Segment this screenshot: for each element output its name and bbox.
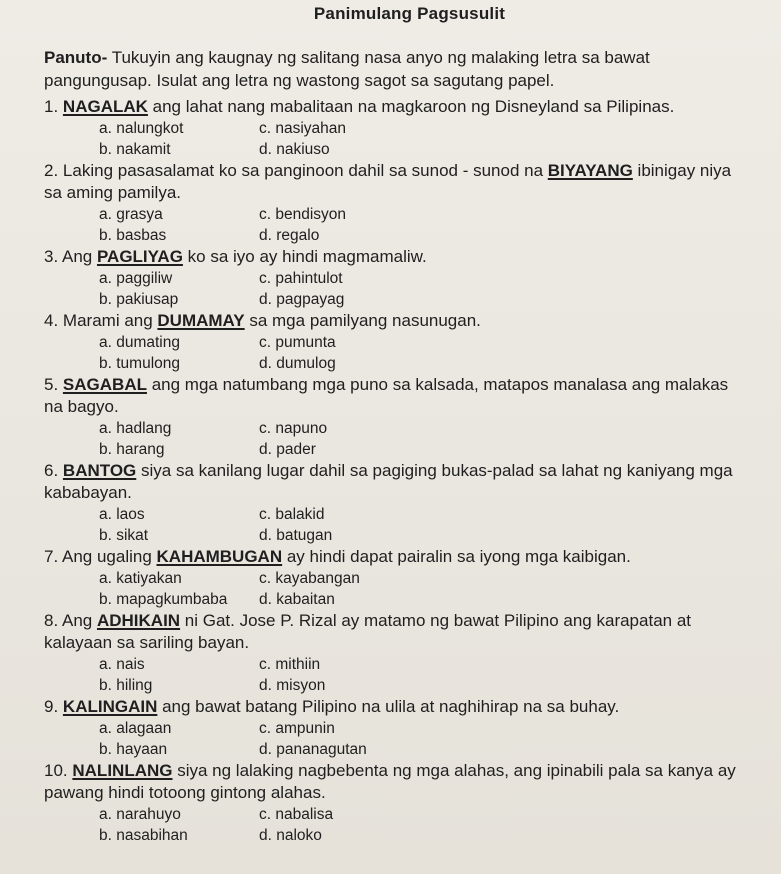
answer-choice: b. harang	[99, 441, 165, 458]
question-item	[44, 96, 751, 160]
question-text-after: ko sa iyo ay hindi magmamaliw.	[182, 247, 427, 266]
answer-choice: b. tumulong	[99, 355, 180, 372]
answer-choice: a. alagaan	[99, 720, 172, 737]
answer-choice: d. naloko	[259, 827, 322, 844]
answer-choice: b. hayaan	[99, 741, 168, 758]
answer-choices	[99, 418, 751, 460]
question-stem	[44, 546, 751, 568]
question-stem	[44, 610, 751, 654]
question-number: 5.	[44, 375, 59, 394]
answer-choice: c. nabalisa	[259, 806, 334, 823]
answer-choice: a. narahuyo	[99, 806, 181, 823]
answer-choices	[99, 268, 751, 310]
answer-choice: a. nalungkot	[99, 120, 184, 137]
question-stem	[44, 760, 751, 804]
answer-choices	[99, 332, 751, 374]
question-text-before: Ang	[61, 247, 97, 266]
question-number: 7.	[44, 547, 59, 566]
answer-choice: b. nakamit	[99, 141, 171, 158]
answer-choice: b. nasabihan	[99, 827, 188, 844]
answer-choices	[99, 118, 751, 160]
answer-choice: b. pakiusap	[99, 291, 179, 308]
answer-choice: c. pahintulot	[259, 270, 343, 287]
answer-choice: d. regalo	[259, 227, 320, 244]
question-keyword: KALINGAIN	[62, 697, 158, 716]
answer-choice: b. sikat	[99, 527, 149, 544]
answer-choice: c. napuno	[259, 420, 328, 437]
question-number: 3.	[44, 247, 59, 266]
question-item	[44, 760, 751, 846]
answer-choice: d. misyon	[259, 677, 326, 694]
question-keyword: BIYAYANG	[547, 161, 633, 180]
question-stem	[44, 310, 751, 332]
answer-choice: d. batugan	[259, 527, 333, 544]
question-text-before: Laking pasasalamat ko sa panginoon dahil sa sunod - sunod na	[62, 161, 548, 180]
question-stem	[44, 374, 751, 418]
question-number: 6.	[44, 461, 59, 480]
question-text-after: ang lahat nang mabalitaan na magkaroon ng Disneyland sa Pilipinas.	[147, 97, 675, 116]
answer-choice: a. laos	[99, 506, 145, 523]
question-number: 1.	[44, 97, 59, 116]
answer-choices	[99, 654, 751, 696]
question-stem	[44, 696, 751, 718]
answer-choices	[99, 504, 751, 546]
answer-choice: c. mithiin	[259, 656, 321, 673]
question-text-before: Ang	[61, 611, 97, 630]
answer-choice: b. basbas	[99, 227, 167, 244]
answer-choice: c. bendisyon	[259, 206, 347, 223]
question-stem	[44, 246, 751, 268]
question-number: 9.	[44, 697, 59, 716]
answer-choice: d. pagpayag	[259, 291, 345, 308]
question-text-after: siya sa kanilang lugar dahil sa pagiging bukas-palad sa lahat ng kaniyang mga kababayan.	[44, 461, 733, 502]
question-text-after: sa mga pamilyang nasunugan.	[244, 311, 481, 330]
question-item	[44, 246, 751, 310]
question-item	[44, 610, 751, 696]
question-stem	[44, 460, 751, 504]
answer-choices	[99, 568, 751, 610]
answer-choices	[99, 204, 751, 246]
answer-choice: c. kayabangan	[259, 570, 360, 587]
answer-choice: a. hadlang	[99, 420, 172, 437]
question-text-after: ang mga natumbang mga puno sa kalsada, matapos manalasa ang malakas na bagyo.	[44, 375, 729, 416]
question-item	[44, 374, 751, 460]
answer-choices	[99, 718, 751, 760]
answer-choice: a. nais	[99, 656, 145, 673]
question-item	[44, 696, 751, 760]
answer-choice: d. kabaitan	[259, 591, 335, 608]
answer-choice: d. pananagutan	[259, 741, 367, 758]
question-item	[44, 310, 751, 374]
question-list	[44, 96, 751, 846]
question-keyword: ADHIKAIN	[96, 611, 181, 630]
question-keyword: KAHAMBUGAN	[156, 547, 283, 566]
answer-choice: c. nasiyahan	[259, 120, 347, 137]
answer-choice: b. hiling	[99, 677, 153, 694]
instructions-label: Panuto-	[44, 48, 108, 67]
answer-choice: a. katiyakan	[99, 570, 182, 587]
answer-choice: b. mapagkumbaba	[99, 591, 228, 608]
question-item	[44, 546, 751, 610]
question-keyword: NALINLANG	[72, 761, 173, 780]
answer-choice: c. ampunin	[259, 720, 335, 737]
page-title: Panimulang Pagsusulit	[313, 4, 506, 23]
question-text-after: ay hindi dapat pairalin sa iyong mga kaibigan.	[282, 547, 631, 566]
question-keyword: BANTOG	[62, 461, 137, 480]
answer-choice: c. balakid	[259, 506, 325, 523]
question-text-after: ang bawat batang Pilipino na ulila at naghihirap na sa buhay.	[157, 697, 620, 716]
question-item	[44, 160, 751, 246]
answer-choice: d. pader	[259, 441, 316, 458]
instructions	[44, 46, 751, 92]
question-item	[44, 460, 751, 546]
question-text-after: ibinigay niya sa aming pamilya.	[44, 161, 732, 202]
answer-choice: a. dumating	[99, 334, 180, 351]
instructions-text: Tukuyin ang kaugnay ng salitang nasa anyo ng malaking letra sa bawat pangungusap. Isulat ang letra ng wastong sagot sa sagutang papel.	[44, 48, 650, 90]
answer-choice: c. pumunta	[259, 334, 336, 351]
question-text-after: ni Gat. Jose P. Rizal ay matamo ng bawat Pilipino ang karapatan at kalayaan sa sariling bayan.	[44, 611, 691, 652]
question-keyword: NAGALAK	[62, 97, 148, 116]
question-text-before: Ang ugaling	[61, 547, 157, 566]
answer-choices	[99, 804, 751, 846]
answer-choice: a. paggiliw	[99, 270, 173, 287]
question-stem	[44, 160, 751, 204]
question-number: 4.	[44, 311, 59, 330]
answer-choice: a. grasya	[99, 206, 163, 223]
question-keyword: DUMAMAY	[157, 311, 245, 330]
question-keyword: PAGLIYAG	[96, 247, 183, 266]
answer-choice: d. dumulog	[259, 355, 336, 372]
answer-choice: d. nakiuso	[259, 141, 330, 158]
question-text-after: siya ng lalaking nagbebenta ng mga alahas, ang ipinabili pala sa kanya ay pawang hindi totoong gintong alahas.	[44, 761, 736, 802]
question-keyword: SAGABAL	[62, 375, 147, 394]
question-number: 10.	[44, 761, 68, 780]
question-stem	[44, 96, 751, 118]
question-number: 8.	[44, 611, 59, 630]
question-number: 2.	[44, 161, 59, 180]
question-text-before: Marami ang	[62, 311, 158, 330]
